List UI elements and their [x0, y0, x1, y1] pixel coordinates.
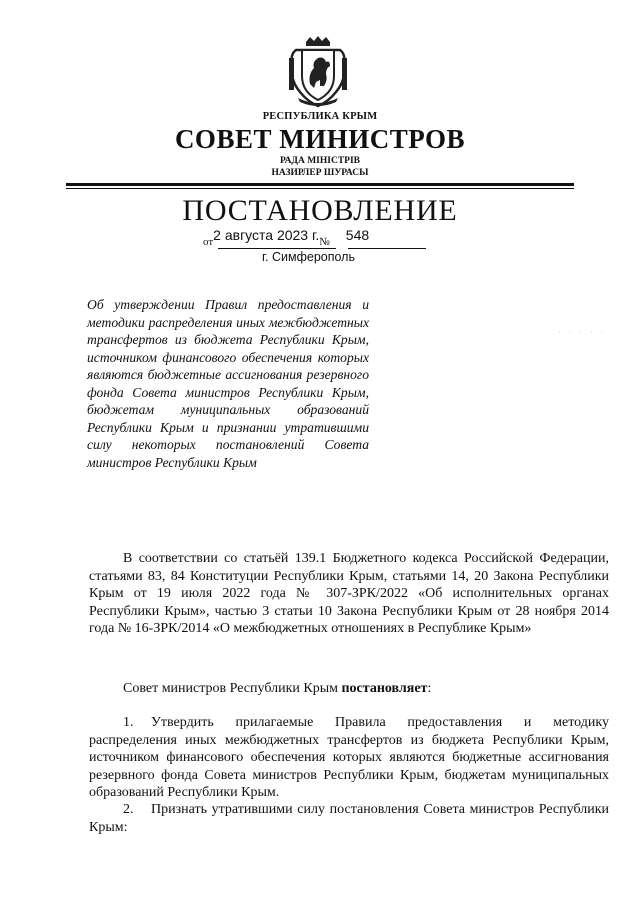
list-item: [89, 714, 609, 802]
preamble-paragraph: В соответствии со статьёй 139.1 Бюджетного кодекса Российской Федерации, статьями 83, 84 Конституции Республики Крым, статьями 14, 20 Закона Республики Крым от 19 июля 2022 года № 307-ЗРК/2022 «Об исполнительных органах Республики Крым», частью 3 статьи 10 Закона Республики Крым от 28 ноября 2014 года № 16-ЗРК/2014 «О межбюджетных отношениях в Республике Крым»: [89, 551, 609, 636]
resolve-paragraph: [89, 680, 609, 698]
scan-artifact-dots: · · · · ·: [558, 328, 607, 337]
republic-name: РЕСПУБЛИКА КРЫМ: [262, 111, 378, 122]
header-divider-thin: [66, 188, 574, 189]
list-item-text: Признать утратившими силу постановления Совета министров Республики Крым:: [89, 802, 609, 835]
header-divider-thick: [66, 183, 574, 186]
decree-number: 548: [345, 227, 370, 243]
date-underline: [218, 248, 336, 249]
decree-title: Об утверждении Правил предоставления и методики распределения иных межбюджетных трансфертов из бюджета Республики Крым, источником финансового обеспечения которых являются бюджетные ассигнования резервного фонда Совета министров Республики Крым, бюджетам муниципальных образований Республики Крым и признании утратившими силу некоторых постановлений Совета министров Республики Крым: [87, 297, 369, 470]
resolve-lead: Совет министров Республики Крым: [123, 681, 342, 696]
date-prefix: от: [203, 236, 214, 248]
list-item-number: 2.: [123, 802, 134, 817]
crimea-coat-of-arms-icon: [286, 36, 350, 108]
council-name-crimean-tatar: НАЗИРЛЕР ШУРАСЫ: [271, 168, 369, 178]
resolve-word: постановляет: [341, 681, 428, 696]
resolve-tail: :: [427, 681, 432, 696]
document-type-title: ПОСТАНОВЛЕНИЕ: [182, 194, 458, 227]
number-underline: [348, 248, 426, 249]
decree-date: 2 августа 2023 г.: [213, 227, 320, 243]
list-item-text: Утвердить прилагаемые Правила предоставления и методику распределения иных межбюджетных трансфертов из бюджета Республики Крым, источником финансового обеспечения которых являются бюджетные ассигнования резервного фонда Совета министров Республики Крым, бюджетам муниципальных образований Республики Крым.: [89, 715, 609, 800]
council-name-ukrainian: РАДА МІНІСТРІВ: [279, 156, 360, 166]
list-item: [89, 801, 609, 836]
number-sign: №: [319, 236, 330, 248]
list-item-number: 1.: [123, 715, 134, 730]
decree-city: г. Симферополь: [262, 250, 355, 264]
council-name: СОВЕТ МИНИСТРОВ: [174, 124, 466, 154]
